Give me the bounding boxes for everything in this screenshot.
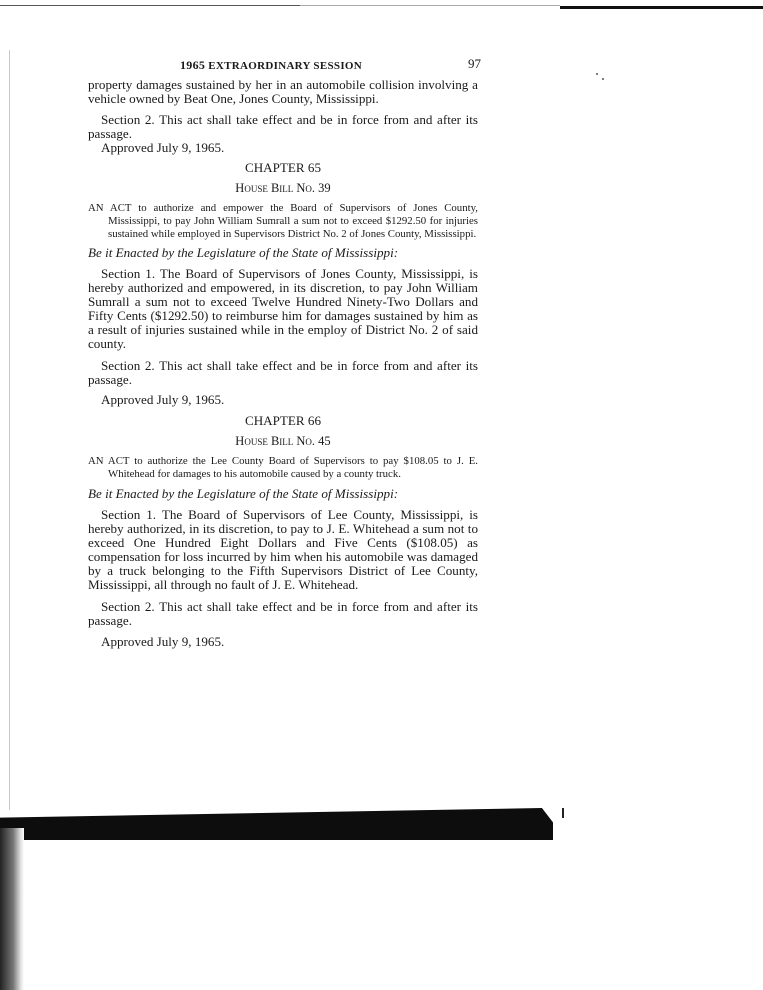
scan-left-edge [0,828,24,990]
chapter-66-enacting-clause: Be it Enacted by the Legislature of the State of Mississippi: [88,485,399,501]
running-header [88,56,481,78]
chapter-65-section-1: Section 1. The Board of Supervisors of Jones County, Mississippi, is hereby authorized and empowered, in its discretion, to pay John William Sumrall a sum not to exceed Twelve Hundred Ninety-Two Dollars and Fifty Cents ($1292.50) to reimburse him for damages sustained by him as a result of injuries sustained while in the employ of District No. 2 of said county. [88,266,478,352]
chapter-65-bill: House Bill No. 39 [235,181,331,195]
running-title [180,58,362,73]
chapter-66-bill: House Bill No. 45 [235,434,331,449]
scan-bottom-shadow [0,808,763,990]
chapter-66-section-2: Section 2. This act shall take effect and be in force from and after its passage. [88,598,478,628]
scan-speck [596,73,598,75]
header-year: 1965 [180,58,206,72]
page-number: 97 [468,56,481,71]
document-page [88,56,481,649]
chapter-66-approved: Approved July 9, 1965. [101,633,225,649]
scan-top-edge [0,0,763,10]
chapter-66-act-title: AN ACT to authorize the Lee County Board of Supervisors to pay $108.05 to J. E. Whitehead for damages to his automobile caused by a county truck. [88,455,478,481]
continuation-text: property damages sustained by her in an automobile collision involving a vehicle owned by Beat One, Jones County, Mississippi. [88,77,478,106]
scan-line [300,5,560,6]
chapter-65-section-2: Section 2. This act shall take effect and be in force from and after its passage. [88,358,478,388]
scan-line [560,6,763,9]
scan-left-rule [9,50,10,810]
scan-mark [562,808,564,818]
header-session-title: EXTRAORDINARY SESSION [208,60,362,72]
chapter-65-approved: Approved July 9, 1965. [101,392,225,408]
scan-dark-band [0,808,553,840]
chapter-65-act-title: AN ACT to authorize and empower the Board of Supervisors of Jones County, Mississippi, to pay John William Sumrall a sum not to exceed $1292.50 for injuries sustained while employed in Supervisors District No. 2 of Jones County, Mississippi. [88,202,478,240]
chapter-66-section-1: Section 1. The Board of Supervisors of Lee County, Mississippi, is hereby authorized, in its discretion, to pay to J. E. Whitehead a sum not to exceed One Hundred Eight Dollars and Five Cents ($108.05) as compensation for loss incurred by him when his automobile was damaged by a truck belonging to the Fifth Supervisors District of Lee County, Mississippi, all through no fault of J. E. Whitehead. [88,506,478,592]
scan-speck [602,78,604,80]
chapter-65-enacting-clause: Be it Enacted by the Legislature of the State of Mississippi: [88,245,399,261]
scan-line [0,5,300,6]
continuation-section-2: Section 2. This act shall take effect and be in force from and after its passage. [88,112,478,141]
chapter-65-title: CHAPTER 65 [244,160,322,175]
chapter-66-title: CHAPTER 66 [244,413,322,429]
continuation-approved: Approved July 9, 1965. [101,140,225,155]
